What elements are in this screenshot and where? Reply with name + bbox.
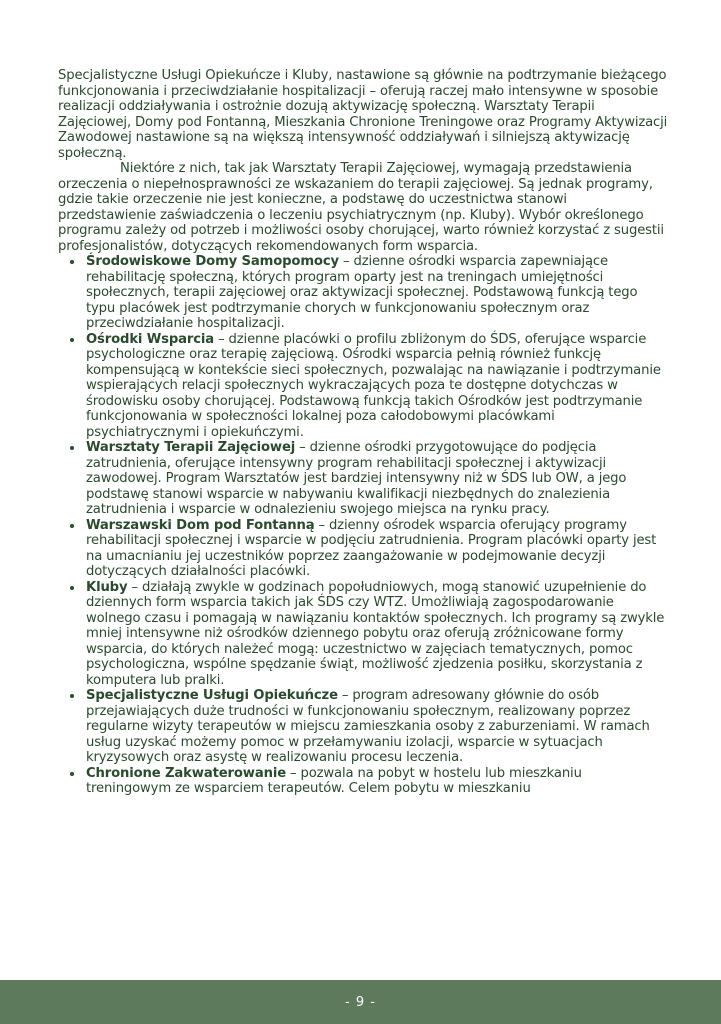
list-item — [58, 580, 668, 689]
bullet-icon — [70, 694, 74, 698]
paragraph-intro: Specjalistyczne Usługi Opiekuńcze i Kluby, nastawione są głównie na podtrzymanie bieżącego funkcjonowania i przeciwdziałanie hospitalizacji – oferują raczej mało intensywne w sposobie realizacji oddziaływania i ostrożnie dozują aktywizację społeczną. Warsztaty Terapii Zajęciowej, Domy pod Fontanną, Mieszkania Chronione Treningowe oraz Programy Aktywizacji Zawodowej nastawione są na większą intensywność oddziaływań i silniejszą aktywizację społeczną. — [58, 68, 668, 161]
list-item-term: Warszawski Dom pod Fontanną — [86, 517, 315, 533]
bullet-icon — [70, 446, 74, 450]
bullet-icon — [70, 586, 74, 590]
list-item — [58, 440, 668, 518]
list-item — [58, 254, 668, 332]
list-item — [58, 766, 668, 797]
bullet-icon — [70, 524, 74, 528]
list-item-text: – dzienne ośrodki przygotowujące do podjęcia zatrudnienia, oferujące intensywny program rehabilitacji społecznej i aktywizacji zawodowej. Program Warsztatów jest bardziej intensywny niż w ŚDS lub OW, a jego podstawę stanowi wsparcie w nabywaniu kwalifikacji niezbędnych do znalezienia zatrudnienia i wsparcie w odnalezieniu swojego miejsca na rynku pracy. — [86, 440, 627, 517]
bullet-icon — [70, 260, 74, 264]
list-item — [58, 688, 668, 766]
list-item-text: – dzienny ośrodek wsparcia oferujący programy rehabilitacji społecznej i wsparcie w podjęciu zatrudnienia. Program placówki oparty jest na umacnianiu jej uczestników poprzez zaangażowanie w podejmowanie decyzji dotyczących działalności placówki. — [86, 517, 657, 579]
support-forms-list — [58, 254, 668, 797]
paragraph-requirements: Niektóre z nich, tak jak Warsztaty Terapii Zajęciowej, wymagają przedstawienia orzeczenia o niepełnosprawności ze wskazaniem do terapii zajęciowej. Są jednak programy, gdzie takie orzeczenie nie jest konieczne, a podstawę do uczestnictwa stanowi przedstawienie zaświadczenia o leczeniu psychiatrycznym (np. Kluby). Wybór określonego programu zależy od potrzeb i możliwości osoby chorującej, warto również korzystać z sugestii profesjonalistów, dotyczących rekomendowanych form wsparcia. — [58, 161, 664, 254]
page-number: - 9 - — [345, 994, 376, 1010]
list-item-text: – działają zwykle w godzinach popołudniowych, mogą stanowić uzupełnienie do dziennych form wsparcia takich jak ŚDS czy WTZ. Umożliwiają zagospodarowanie wolnego czasu i pomagają w nawiązaniu kontaktów społecznych. Ich programy są zwykle mniej intensywne niż ośrodków dziennego pobytu oraz oferują zróżnicowane formy wsparcia, do których należeć mogą: uczestnictwo w zajęciach tematycznych, pomoc psychologiczna, wspólne spędzanie świąt, możliwość zjedzenia posiłku, skorzystania z komputera lub pralki. — [86, 579, 665, 688]
list-item-text: – dzienne placówki o profilu zbliżonym do ŚDS, oferujące wsparcie psychologiczne oraz terapię zajęciową. Ośrodki wsparcia pełnią również funkcję kompensującą w kontekście sieci społecznych, pozwalając na nawiązanie i podtrzymanie wspierających relacji społecznych wykraczających poza te dostępne dotychczas w środowisku osoby chorującej. Podstawową funkcją takich Ośrodków jest podtrzymanie funkcjonowania w społeczności lokalnej poza całodobowymi placówkami psychiatrycznymi i opiekuńczymi. — [86, 331, 661, 440]
page-footer — [0, 980, 721, 1024]
list-item-text: – dzienne ośrodki wsparcia zapewniające rehabilitację społeczną, których program oparty jest na treningach umiejętności społecznych, terapii zajęciowej oraz aktywizacji społecznej. Podstawową funkcją tego typu placówek jest podtrzymanie chorych w funkcjonowaniu społecznym oraz przeciwdziałanie hospitalizacji. — [86, 254, 638, 331]
bullet-icon — [70, 338, 74, 342]
list-item — [58, 518, 668, 580]
list-item-term: Chronione Zakwaterowanie — [86, 765, 286, 781]
list-item-text: – program adresowany głównie do osób przejawiających duże trudności w funkcjonowaniu społecznym, realizowany poprzez regularne wizyty terapeutów w miejscu zamieszkania osoby z zaburzeniami. W ramach usług uzyskać możemy pomoc w przełamywaniu izolacji, wsparcie w sytuacjach kryzysowych oraz asystę w realizowaniu procesu leczenia. — [86, 688, 650, 765]
list-item-term: Kluby — [86, 579, 128, 595]
list-item-text: – pozwala na pobyt w hostelu lub mieszkaniu treningowym ze wsparciem terapeutów. Celem pobytu w mieszkaniu — [86, 765, 582, 796]
list-item — [58, 332, 668, 441]
bullet-icon — [70, 772, 74, 776]
list-item-term: Ośrodki Wsparcia — [86, 331, 215, 347]
list-item-term: Środowiskowe Domy Samopomocy — [86, 254, 339, 269]
list-item-term: Specjalistyczne Usługi Opiekuńcze — [86, 688, 338, 703]
list-item-term: Warsztaty Terapii Zajęciowej — [86, 440, 296, 455]
document-body — [58, 68, 668, 797]
